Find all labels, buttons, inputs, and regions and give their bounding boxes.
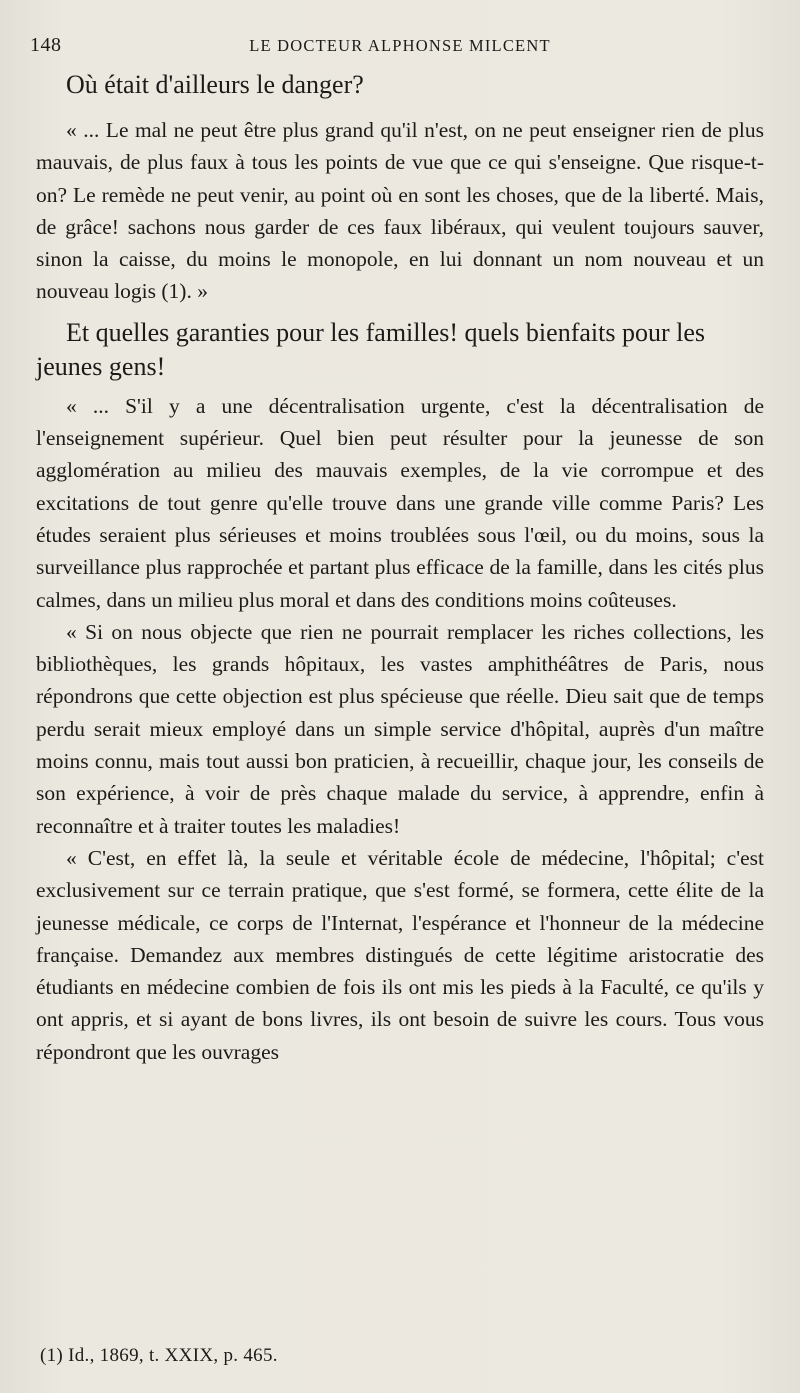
lead-paragraph-1: Où était d'ailleurs le danger? [66, 70, 364, 99]
running-head: LE DOCTEUR ALPHONSE MILCENT [249, 36, 551, 55]
lead-paragraph-2: Et quelles garanties pour les familles! quels bienfaits pour les jeunes gens! [36, 317, 705, 381]
page-number: 148 [30, 34, 62, 56]
page-header [30, 34, 770, 64]
page-body [36, 68, 764, 1068]
quote-paragraph-1: « ... Le mal ne peut être plus grand qu'il n'est, on ne peut enseigner rien de plus mauvais, de plus faux à tous les points de vue que ce qui s'enseigne. Que risque-t-on? Le remède ne peut venir, au point où en sont les choses, que de la liberté. Mais, de grâce! sachons nous garder de ces faux libéraux, qui veulent toujours sauver, sinon la caisse, du moins le monopole, en lui donnant un nom nouveau et un nouveau logis (1). » [36, 118, 764, 304]
footnote: (1) Id., 1869, t. XXIX, p. 465. [40, 1345, 278, 1366]
quote-paragraph-3: « Si on nous objecte que rien ne pourrait remplacer les riches collections, les bibliothèques, les grands hôpitaux, les vastes amphithéâtres de Paris, nous répondrons que cette objection est plus spécieuse que réelle. Dieu sait que de temps perdu serait mieux employé dans un simple service d'hôpital, auprès d'un maître moins connu, mais tout aussi bon praticien, à recueillir, chaque jour, les conseils de son expérience, à voir de près chaque malade du service, à apprendre, enfin à reconnaître et à traiter toutes les maladies! [36, 619, 764, 838]
quote-paragraph-2: « ... S'il y a une décentralisation urgente, c'est la décentralisation de l'enseignement supérieur. Quel bien peut résulter pour la jeunesse de son agglomération au milieu des mauvais exemples, de la vie corrompue et des excitations de tout genre qu'elle trouve dans une grande ville comme Paris? Les études seraient plus sérieuses et moins troublées sous l'œil, ou du moins, sous la surveillance plus rapprochée et partant plus efficace de la famille, dans les cités plus calmes, dans un milieu plus moral et dans des conditions moins coûteuses. [36, 393, 764, 612]
quote-paragraph-4: « C'est, en effet là, la seule et véritable école de médecine, l'hôpital; c'est exclusivement sur ce terrain pratique, que s'est formé, se formera, cette élite de la jeunesse médicale, ce corps de l'Internat, l'espérance et l'honneur de la médecine française. Demandez aux membres distingués de cette légitime aristocratie des étudiants en médecine combien de fois ils ont mis les pieds à la Faculté, ce qu'ils y ont appris, et si ayant de bons livres, ils ont besoin de suivre les cours. Tous vous répondront que les ouvrages [36, 845, 764, 1064]
